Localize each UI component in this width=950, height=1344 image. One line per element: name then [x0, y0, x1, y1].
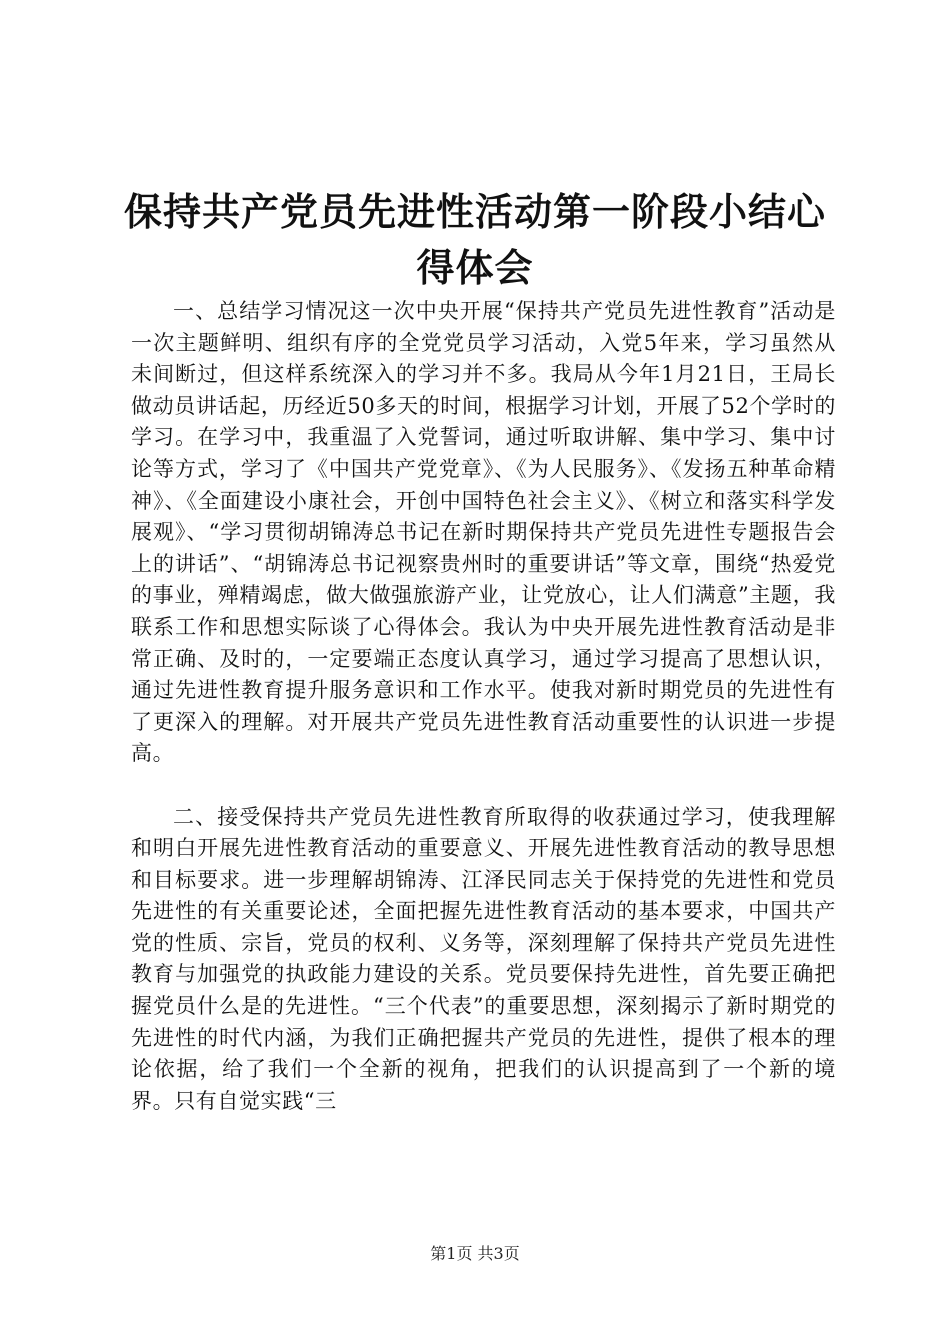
document-title: 保持共产党员先进性活动第一阶段小结心得体会: [123, 190, 826, 290]
page-footer: 第1页 共3页: [430, 1244, 520, 1263]
paragraph-gains: 二、接受保持共产党员先进性教育所取得的收获通过学习，使我理解和明白开展先进性教育活动的重要意义、开展先进性教育活动的教导思想和目标要求。进一步理解胡锦涛、江泽民同志关于保持党的先进性和党员先进性的有关重要论述，全面把握先进性教育活动的基本要求，中国共产党的性质、宗旨，党员的权利、义务等，深刻理解了保持共产党员先进性教育与加强党的执政能力建设的关系。党员要保持先进性，首先要正确把握党员什么是的先进性。“三个代表”的重要思想，深刻揭示了新时期党的先进性的时代内涵，为我们正确把握共产党员的先进性，提供了根本的理论依据，给了我们一个全新的视角，把我们的认识提高到了一个新的境界。只有自觉实践“三: [131, 804, 836, 1113]
document-body: [131, 296, 836, 1117]
paragraph-summary: 一、总结学习情况这一次中央开展“保持共产党员先进性教育”活动是一次主题鲜明、组织有序的全党党员学习活动，入党5年来，学习虽然从未间断过，但这样系统深入的学习并不多。我局从今年1月21日，王局长做动员讲话起，历经近50多天的时间，根据学习计划，开展了52个学时的学习。在学习中，我重温了入党誓词，通过听取讲解、集中学习、集中讨论等方式，学习了《中国共产党党章》、《为人民服务》、《发扬五种革命精神》、《全面建设小康社会，开创中国特色社会主义》、《树立和落实科学发展观》、“学习贯彻胡锦涛总书记在新时期保持共产党员先进性专题报告会上的讲话”、“胡锦涛总书记视察贵州时的重要讲话”等文章，围绕“热爱党的事业，殚精竭虑，做大做强旅游产业，让党放心，让人们满意”主题，我联系工作和思想实际谈了心得体会。我认为中央开展先进性教育活动是非常正确、及时的，一定要端正态度认真学习，通过学习提高了思想认识，通过先进性教育提升服务意识和工作水平。使我对新时期党员的先进性有了更深入的理解。对开展共产党员先进性教育活动重要性的认识进一步提高。: [131, 299, 836, 766]
